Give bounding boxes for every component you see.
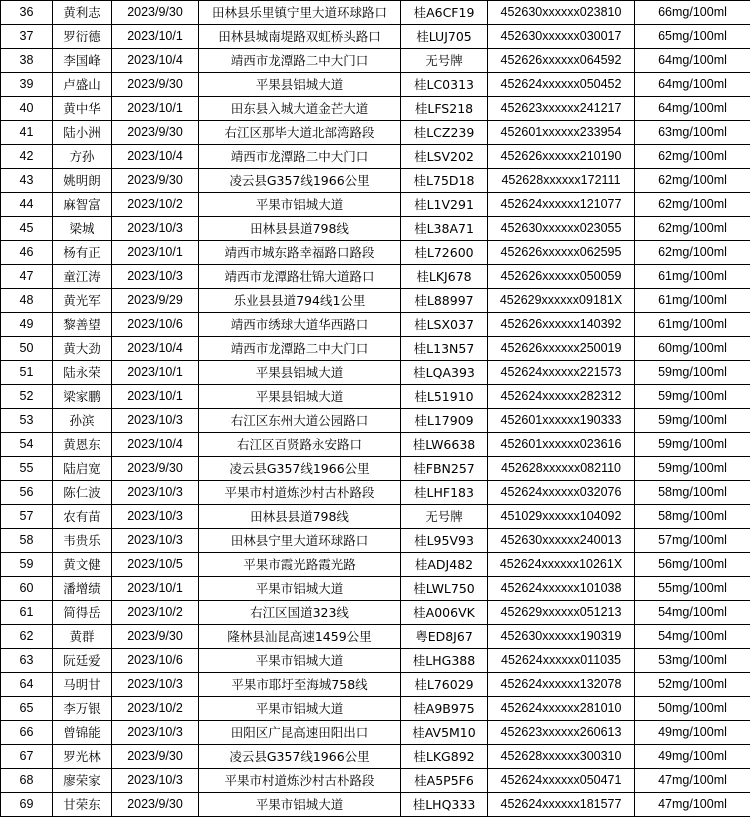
table-row [1,1,750,25]
plate-number-cell: 桂L17909 [401,409,488,433]
location-cell: 凌云县G357线1966公里 [199,457,401,481]
name-cell: 罗衍德 [53,25,112,49]
id-number-cell: 452629xxxxxx051213 [488,601,635,625]
alcohol-value-cell: 53mg/100ml [635,649,750,673]
location-cell: 平果县铝城大道 [199,73,401,97]
row-number-cell: 52 [1,385,53,409]
plate-number-cell: 桂L72600 [401,241,488,265]
date-cell: 2023/9/30 [112,1,199,25]
table-row [1,457,750,481]
date-cell: 2023/10/3 [112,769,199,793]
date-cell: 2023/10/3 [112,265,199,289]
name-cell: 潘增绩 [53,577,112,601]
id-number-cell: 452623xxxxxx241217 [488,97,635,121]
alcohol-value-cell: 63mg/100ml [635,121,750,145]
table-row [1,289,750,313]
name-cell: 麻智富 [53,193,112,217]
alcohol-value-cell: 58mg/100ml [635,505,750,529]
id-number-cell: 452624xxxxxx10261X [488,553,635,577]
date-cell: 2023/9/30 [112,73,199,97]
table-row [1,337,750,361]
plate-number-cell: 桂A6CF19 [401,1,488,25]
location-cell: 隆林县汕昆高速1459公里 [199,625,401,649]
id-number-cell: 452628xxxxxx082110 [488,457,635,481]
table-row [1,265,750,289]
alcohol-value-cell: 49mg/100ml [635,745,750,769]
location-cell: 靖西市龙潭路二中大门口 [199,49,401,73]
table-row [1,241,750,265]
id-number-cell: 452624xxxxxx281010 [488,697,635,721]
date-cell: 2023/10/4 [112,337,199,361]
row-number-cell: 65 [1,697,53,721]
id-number-cell: 452601xxxxxx233954 [488,121,635,145]
alcohol-value-cell: 64mg/100ml [635,49,750,73]
row-number-cell: 36 [1,1,53,25]
name-cell: 陆启宽 [53,457,112,481]
date-cell: 2023/10/1 [112,385,199,409]
alcohol-value-cell: 61mg/100ml [635,313,750,337]
id-number-cell: 452624xxxxxx032076 [488,481,635,505]
date-cell: 2023/10/1 [112,361,199,385]
id-number-cell: 452624xxxxxx282312 [488,385,635,409]
location-cell: 田林县乐里镇宁里大道环球路口 [199,1,401,25]
table-row [1,433,750,457]
date-cell: 2023/9/30 [112,121,199,145]
date-cell: 2023/10/4 [112,433,199,457]
plate-number-cell: 无号牌 [401,505,488,529]
table-row [1,217,750,241]
plate-number-cell: 桂LKG892 [401,745,488,769]
plate-number-cell: 桂L1V291 [401,193,488,217]
id-number-cell: 452626xxxxxx210190 [488,145,635,169]
table-row [1,145,750,169]
alcohol-value-cell: 60mg/100ml [635,337,750,361]
id-number-cell: 452626xxxxxx140392 [488,313,635,337]
id-number-cell: 452624xxxxxx181577 [488,793,635,817]
plate-number-cell: 桂LHG388 [401,649,488,673]
table-row [1,121,750,145]
row-number-cell: 49 [1,313,53,337]
table-row [1,73,750,97]
row-number-cell: 38 [1,49,53,73]
name-cell: 黄利志 [53,1,112,25]
row-number-cell: 48 [1,289,53,313]
alcohol-value-cell: 56mg/100ml [635,553,750,577]
plate-number-cell: 桂L75D18 [401,169,488,193]
date-cell: 2023/10/3 [112,217,199,241]
table-row [1,745,750,769]
location-cell: 平果县铝城大道 [199,385,401,409]
table-row [1,769,750,793]
location-cell: 右江区那毕大道北部湾路段 [199,121,401,145]
id-number-cell: 451029xxxxxx104092 [488,505,635,529]
date-cell: 2023/10/2 [112,697,199,721]
name-cell: 黄恩东 [53,433,112,457]
plate-number-cell: 桂A006VK [401,601,488,625]
name-cell: 黄文健 [53,553,112,577]
row-number-cell: 40 [1,97,53,121]
location-cell: 平果市铝城大道 [199,697,401,721]
table-row [1,25,750,49]
alcohol-value-cell: 62mg/100ml [635,145,750,169]
alcohol-value-cell: 64mg/100ml [635,97,750,121]
date-cell: 2023/10/3 [112,721,199,745]
plate-number-cell: 桂LKJ678 [401,265,488,289]
row-number-cell: 41 [1,121,53,145]
id-number-cell: 452624xxxxxx050471 [488,769,635,793]
plate-number-cell: 桂A9B975 [401,697,488,721]
row-number-cell: 53 [1,409,53,433]
plate-number-cell: 桂L76029 [401,673,488,697]
id-number-cell: 452628xxxxxx172111 [488,169,635,193]
name-cell: 杨有正 [53,241,112,265]
name-cell: 阮廷爱 [53,649,112,673]
name-cell: 梁城 [53,217,112,241]
name-cell: 陆小洲 [53,121,112,145]
date-cell: 2023/10/2 [112,601,199,625]
plate-number-cell: 桂LWL750 [401,577,488,601]
name-cell: 黄群 [53,625,112,649]
id-number-cell: 452630xxxxxx030017 [488,25,635,49]
date-cell: 2023/10/5 [112,553,199,577]
alcohol-value-cell: 59mg/100ml [635,409,750,433]
alcohol-value-cell: 66mg/100ml [635,1,750,25]
alcohol-value-cell: 47mg/100ml [635,769,750,793]
row-number-cell: 42 [1,145,53,169]
location-cell: 田林县宁里大道环球路口 [199,529,401,553]
name-cell: 姚明朗 [53,169,112,193]
date-cell: 2023/10/6 [112,649,199,673]
alcohol-value-cell: 49mg/100ml [635,721,750,745]
row-number-cell: 50 [1,337,53,361]
row-number-cell: 44 [1,193,53,217]
plate-number-cell: 桂LHF183 [401,481,488,505]
id-number-cell: 452624xxxxxx050452 [488,73,635,97]
location-cell: 田阳区广昆高速田阳出口 [199,721,401,745]
id-number-cell: 452626xxxxxx064592 [488,49,635,73]
location-cell: 乐业县县道794线1公里 [199,289,401,313]
date-cell: 2023/9/30 [112,457,199,481]
location-cell: 平果市霞光路霞光路 [199,553,401,577]
alcohol-value-cell: 47mg/100ml [635,793,750,817]
location-cell: 田林县县道798线 [199,505,401,529]
row-number-cell: 37 [1,25,53,49]
location-cell: 平果市耶圩至海城758线 [199,673,401,697]
date-cell: 2023/9/30 [112,745,199,769]
location-cell: 右江区东州大道公园路口 [199,409,401,433]
location-cell: 右江区百贤路永安路口 [199,433,401,457]
table-row [1,313,750,337]
table-body [1,1,750,817]
alcohol-value-cell: 55mg/100ml [635,577,750,601]
table-row [1,505,750,529]
plate-number-cell: 桂LSV202 [401,145,488,169]
name-cell: 李万银 [53,697,112,721]
id-number-cell: 452624xxxxxx011035 [488,649,635,673]
alcohol-value-cell: 62mg/100ml [635,241,750,265]
alcohol-value-cell: 65mg/100ml [635,25,750,49]
table-row [1,577,750,601]
plate-number-cell: 桂L38A71 [401,217,488,241]
table-row [1,553,750,577]
date-cell: 2023/10/1 [112,25,199,49]
plate-number-cell: 桂A5P5F6 [401,769,488,793]
table-row [1,481,750,505]
name-cell: 韦贵乐 [53,529,112,553]
location-cell: 靖西市城东路幸福路口路段 [199,241,401,265]
table-row [1,625,750,649]
name-cell: 陈仁波 [53,481,112,505]
alcohol-value-cell: 61mg/100ml [635,265,750,289]
name-cell: 罗光林 [53,745,112,769]
row-number-cell: 63 [1,649,53,673]
table-row [1,193,750,217]
row-number-cell: 59 [1,553,53,577]
id-number-cell: 452601xxxxxx190333 [488,409,635,433]
location-cell: 平果市铝城大道 [199,793,401,817]
table-row [1,169,750,193]
id-number-cell: 452626xxxxxx250019 [488,337,635,361]
id-number-cell: 452630xxxxxx190319 [488,625,635,649]
table-row [1,697,750,721]
alcohol-value-cell: 57mg/100ml [635,529,750,553]
plate-number-cell: 桂LHQ333 [401,793,488,817]
location-cell: 平果市村道炼沙村古朴路段 [199,769,401,793]
plate-number-cell: 桂FBN257 [401,457,488,481]
date-cell: 2023/9/30 [112,169,199,193]
plate-number-cell: 桂ADJ482 [401,553,488,577]
name-cell: 简得岳 [53,601,112,625]
table-row [1,361,750,385]
id-number-cell: 452624xxxxxx132078 [488,673,635,697]
row-number-cell: 51 [1,361,53,385]
row-number-cell: 69 [1,793,53,817]
alcohol-value-cell: 62mg/100ml [635,217,750,241]
id-number-cell: 452626xxxxxx050059 [488,265,635,289]
plate-number-cell: 桂LCZ239 [401,121,488,145]
alcohol-value-cell: 54mg/100ml [635,601,750,625]
alcohol-value-cell: 58mg/100ml [635,481,750,505]
location-cell: 田林县县道798线 [199,217,401,241]
date-cell: 2023/10/2 [112,193,199,217]
alcohol-value-cell: 64mg/100ml [635,73,750,97]
alcohol-value-cell: 61mg/100ml [635,289,750,313]
table-row [1,409,750,433]
name-cell: 童江涛 [53,265,112,289]
alcohol-value-cell: 59mg/100ml [635,433,750,457]
location-cell: 靖西市龙潭路二中大门口 [199,145,401,169]
name-cell: 马明甘 [53,673,112,697]
name-cell: 黄光军 [53,289,112,313]
location-cell: 右江区国道323线 [199,601,401,625]
row-number-cell: 47 [1,265,53,289]
id-number-cell: 452630xxxxxx023055 [488,217,635,241]
name-cell: 卢盛山 [53,73,112,97]
row-number-cell: 66 [1,721,53,745]
row-number-cell: 58 [1,529,53,553]
row-number-cell: 61 [1,601,53,625]
table-row [1,49,750,73]
row-number-cell: 57 [1,505,53,529]
alcohol-value-cell: 59mg/100ml [635,361,750,385]
row-number-cell: 45 [1,217,53,241]
date-cell: 2023/10/3 [112,409,199,433]
plate-number-cell: 桂L51910 [401,385,488,409]
location-cell: 田东县入城大道金芒大道 [199,97,401,121]
location-cell: 凌云县G357线1966公里 [199,169,401,193]
name-cell: 廖荣家 [53,769,112,793]
row-number-cell: 62 [1,625,53,649]
date-cell: 2023/10/3 [112,481,199,505]
alcohol-value-cell: 54mg/100ml [635,625,750,649]
date-cell: 2023/10/1 [112,97,199,121]
id-number-cell: 452623xxxxxx260613 [488,721,635,745]
row-number-cell: 60 [1,577,53,601]
name-cell: 甘荣东 [53,793,112,817]
table-row [1,97,750,121]
row-number-cell: 43 [1,169,53,193]
date-cell: 2023/10/3 [112,673,199,697]
name-cell: 方孙 [53,145,112,169]
plate-number-cell: 桂LQA393 [401,361,488,385]
plate-number-cell: 桂L95V93 [401,529,488,553]
row-number-cell: 67 [1,745,53,769]
plate-number-cell: 桂LFS218 [401,97,488,121]
alcohol-value-cell: 62mg/100ml [635,193,750,217]
id-number-cell: 452630xxxxxx023810 [488,1,635,25]
plate-number-cell: 无号牌 [401,49,488,73]
date-cell: 2023/10/6 [112,313,199,337]
plate-number-cell: 桂L13N57 [401,337,488,361]
row-number-cell: 55 [1,457,53,481]
date-cell: 2023/10/3 [112,505,199,529]
date-cell: 2023/10/1 [112,241,199,265]
plate-number-cell: 桂LW6638 [401,433,488,457]
id-number-cell: 452629xxxxxx09181X [488,289,635,313]
plate-number-cell: 桂AV5M10 [401,721,488,745]
table-row [1,721,750,745]
name-cell: 黄大劲 [53,337,112,361]
table-row [1,385,750,409]
name-cell: 黎善望 [53,313,112,337]
table-row [1,601,750,625]
location-cell: 平果市铝城大道 [199,577,401,601]
table-row [1,673,750,697]
table-row [1,649,750,673]
id-number-cell: 452628xxxxxx300310 [488,745,635,769]
name-cell: 李国峰 [53,49,112,73]
name-cell: 陆永荣 [53,361,112,385]
row-number-cell: 64 [1,673,53,697]
date-cell: 2023/9/30 [112,625,199,649]
id-number-cell: 452624xxxxxx221573 [488,361,635,385]
table-row [1,529,750,553]
location-cell: 凌云县G357线1966公里 [199,745,401,769]
id-number-cell: 452624xxxxxx121077 [488,193,635,217]
alcohol-value-cell: 50mg/100ml [635,697,750,721]
date-cell: 2023/10/4 [112,49,199,73]
date-cell: 2023/10/3 [112,529,199,553]
name-cell: 梁家鹏 [53,385,112,409]
name-cell: 农有苗 [53,505,112,529]
table-row [1,793,750,817]
alcohol-value-cell: 59mg/100ml [635,385,750,409]
plate-number-cell: 桂LUJ705 [401,25,488,49]
id-number-cell: 452630xxxxxx240013 [488,529,635,553]
location-cell: 平果市铝城大道 [199,649,401,673]
row-number-cell: 56 [1,481,53,505]
row-number-cell: 68 [1,769,53,793]
location-cell: 田林县城南堤路双虹桥头路口 [199,25,401,49]
date-cell: 2023/10/1 [112,577,199,601]
alcohol-value-cell: 62mg/100ml [635,169,750,193]
plate-number-cell: 桂LSX037 [401,313,488,337]
plate-number-cell: 桂L88997 [401,289,488,313]
location-cell: 靖西市绣球大道华西路口 [199,313,401,337]
date-cell: 2023/10/4 [112,145,199,169]
row-number-cell: 39 [1,73,53,97]
location-cell: 靖西市龙潭路二中大门口 [199,337,401,361]
plate-number-cell: 粤ED8J67 [401,625,488,649]
name-cell: 曾锦能 [53,721,112,745]
id-number-cell: 452624xxxxxx101038 [488,577,635,601]
id-number-cell: 452601xxxxxx023616 [488,433,635,457]
alcohol-value-cell: 52mg/100ml [635,673,750,697]
plate-number-cell: 桂LC0313 [401,73,488,97]
id-number-cell: 452626xxxxxx062595 [488,241,635,265]
date-cell: 2023/9/29 [112,289,199,313]
row-number-cell: 46 [1,241,53,265]
date-cell: 2023/9/30 [112,793,199,817]
location-cell: 平果市村道炼沙村古朴路段 [199,481,401,505]
name-cell: 孙滨 [53,409,112,433]
row-number-cell: 54 [1,433,53,457]
location-cell: 靖西市龙潭路壮锦大道路口 [199,265,401,289]
location-cell: 平果市铝城大道 [199,193,401,217]
alcohol-value-cell: 59mg/100ml [635,457,750,481]
name-cell: 黄中华 [53,97,112,121]
location-cell: 平果县铝城大道 [199,361,401,385]
